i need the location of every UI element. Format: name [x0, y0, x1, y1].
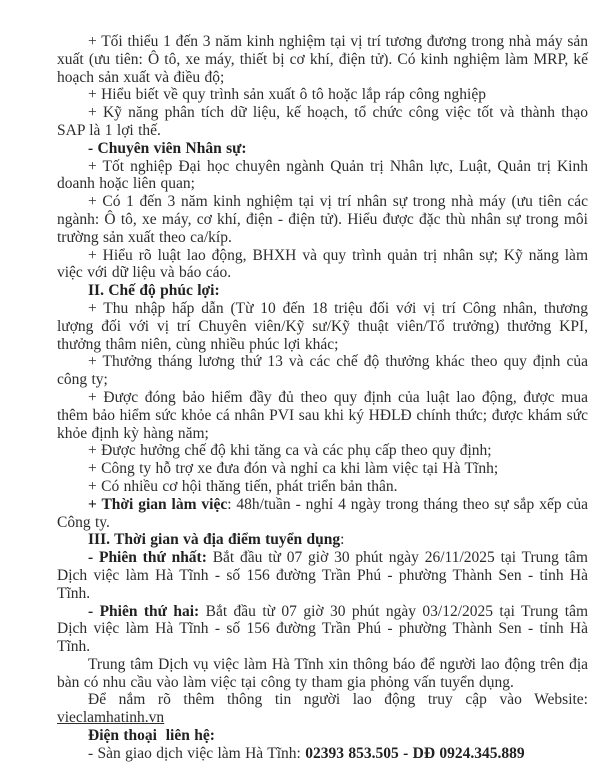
working-time-item: [57, 496, 588, 532]
text-run: + Hiểu biết về quy trình sản xuất ô tô hoặc lắp ráp công nghiệp: [88, 86, 486, 104]
benefit-item: [57, 300, 588, 353]
text-run: + Hiểu rõ luật lao động, BHXH và quy trình quản trị nhân sự; Kỹ năng làm việc với dữ liệu và báo cáo.: [57, 246, 588, 282]
text-run: :: [340, 531, 345, 549]
text-run: - Sàn giao dịch việc làm Hà Tĩnh:: [88, 744, 306, 762]
requirement-item: [57, 158, 588, 194]
requirement-item: [57, 104, 588, 140]
section-heading-benefits: [57, 282, 588, 300]
requirement-item: [57, 86, 588, 104]
text-run: Bắt đầu từ 07 giờ 30 phút ngày 26/11/2025 tại Trung tâm Dịch việc làm Hà Tĩnh - số 156 đường Trần Phú - phường Thành Sen - tỉnh Hà Tĩnh.: [57, 549, 588, 602]
text-run: + Thưởng tháng lương thứ 13 và các chế độ thưởng khác theo quy định của công ty;: [57, 353, 588, 389]
text-run: + Được hưởng chế độ khi tăng ca và các phụ cấp theo quy định;: [88, 442, 492, 460]
text-run: + Công ty hỗ trợ xe đưa đón và nghỉ ca khi làm việc tại Hà Tĩnh;: [88, 460, 499, 478]
text-run: - Phiên thứ nhất:: [88, 549, 213, 567]
text-run: : 48h/tuần - nghỉ 4 ngày trong tháng theo sự sắp xếp của Công ty.: [57, 495, 588, 531]
position-heading: [57, 140, 588, 158]
benefit-item: [57, 478, 588, 496]
website-link: vieclamhatinh.vn: [57, 709, 165, 727]
text-run: + Có 1 đến 3 năm kinh nghiệm tại vị trí nhân sự trong nhà máy (ưu tiên các ngành: Ô tô, xe máy, cơ khí, điện - điện tử). Hiểu được đặc thù nhân sự trong môi trường sản xuất theo ca/kíp.: [57, 193, 588, 246]
contact-heading: [57, 727, 588, 745]
website-url-line: [57, 709, 588, 727]
benefit-item: [57, 353, 588, 389]
text-run: - Phiên thứ hai:: [88, 602, 206, 620]
text-run: Để nắm rõ thêm thông tin người lao động truy cập vào Website:: [88, 691, 588, 709]
text-run: Trung tâm Dịch vụ việc làm Hà Tĩnh xin thông báo để người lao động trên địa bàn có nhu cầu vào làm việc tại công ty tham gia phỏng vấn tuyển dụng.: [57, 655, 588, 691]
text-run: + Có nhiều cơ hội thăng tiến, phát triển bản thân.: [88, 477, 398, 495]
text-run: + Tối thiểu 1 đến 3 năm kinh nghiệm tại vị trí tương đương trong nhà máy sản xuất (ưu tiên: Ô tô, xe máy, thiết bị cơ khí, điện tử). Có kinh nghiệm làm MRP, kế hoạch sản xuất và điều độ;: [57, 33, 588, 86]
website-line: [57, 691, 588, 709]
phone-numbers: 02393 853.505 - DĐ 0924.345.889: [305, 744, 525, 762]
document-body: [57, 33, 588, 763]
notice-paragraph: [57, 656, 588, 692]
text-run: III. Thời gian và địa điểm tuyển dụng: [88, 531, 341, 549]
text-run: - Chuyên viên Nhân sự:: [88, 139, 247, 157]
benefit-item: [57, 389, 588, 442]
session-item-first: [57, 549, 588, 602]
text-run: Bắt đầu từ 07 giờ 30 phút ngày 03/12/2025 tại Trung tâm Dịch việc làm Hà Tĩnh - số 156 đường Trần Phú - phường Thành Sen - tỉnh Hà Tĩnh.: [57, 602, 589, 656]
text-run: + Được đóng bảo hiểm đầy đủ theo quy định của luật lao động, được mua thêm bảo hiểm sức khỏe cá nhân PVI sau khi ký HĐLĐ chính thức; được khám sức khỏe định kỳ hàng năm;: [57, 388, 588, 442]
requirement-item: [57, 33, 588, 86]
contact-phone-line: [57, 745, 588, 763]
text-run: + Tốt nghiệp Đại học chuyên ngành Quản trị Nhân lực, Luật, Quản trị Kinh doanh hoặc liên quan;: [57, 157, 588, 193]
requirement-item: [57, 247, 588, 283]
session-item-second: [57, 603, 588, 656]
benefit-item: [57, 460, 588, 478]
section-heading-schedule: [57, 531, 588, 549]
benefit-item: [57, 442, 588, 460]
text-run: Điện thoại liên hệ:: [88, 727, 215, 745]
text-run: II. Chế độ phúc lợi:: [88, 282, 220, 300]
requirement-item: [57, 193, 588, 246]
text-run: + Thời gian làm việc: [88, 495, 228, 513]
text-run: + Kỹ năng phân tích dữ liệu, kế hoạch, tổ chức công việc tốt và thành thạo SAP là 1 lợi thế.: [57, 104, 588, 139]
text-run: + Thu nhập hấp dẫn (Từ 10 đến 18 triệu đối với vị trí Công nhân, thương lượng đối với vị trí Chuyên viên/Kỹ sư/Kỹ thuật viên/Tổ trưởng) thưởng KPI, thưởng thâm niên, cùng nhiều phúc lợi khác;: [57, 299, 588, 353]
